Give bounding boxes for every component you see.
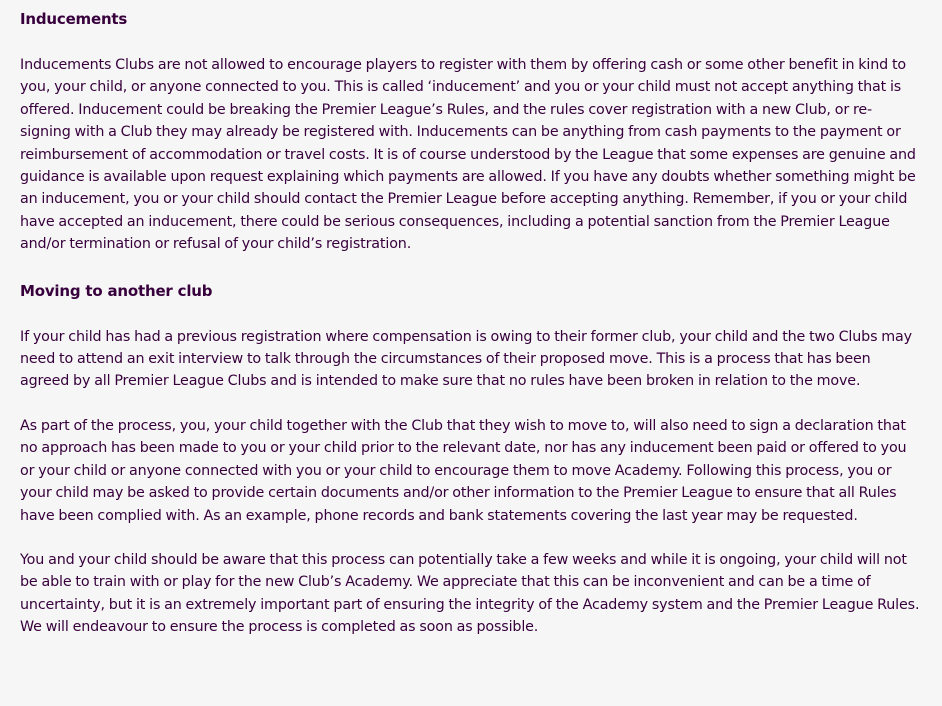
section-heading-moving-club: Moving to another club <box>20 281 213 300</box>
moving-paragraph-2: As part of the process, you, your child together with the Club that they wish to move to, will also need to sign a declaration that no approach has been made to you or your child prior to the relevant date, nor has any inducement been paid or offered to you or your child or anyone connected with you or your child to encourage them to move Academy. Following this process, you or your child may be asked to provide certain documents and/or other information to the Premier League to ensure that all Rules have been complied with. As an example, phone records and bank statements covering the last year may be requested. <box>20 417 907 524</box>
moving-paragraph-3: You and your child should be aware that this process can potentially take a few weeks and while it is ongoing, your child will not be able to train with or play for the new Club’s Academy. We appreciate that this can be inconvenient and can be a time of uncertainty, but it is an extremely important part of ensuring the integrity of the Academy system and the Premier League Rules. We will endeavour to ensure the process is completed as soon as possible. <box>20 551 920 636</box>
moving-paragraph-1: If your child has had a previous registration where compensation is owing to their former club, your child and the two Clubs may need to attend an exit interview to talk through the circumstances of their proposed move. This is a process that has been agreed by all Premier League Clubs and is intended to make sure that no rules have been broken in relation to the move. <box>20 328 912 390</box>
section-heading-inducements: Inducements <box>20 10 128 28</box>
inducements-paragraph: Inducements Clubs are not allowed to encourage players to register with them by offering cash or some other benefit in kind to you, your child, or anyone connected to you. This is called ‘inducement’ and you or your child must not accept anything that is offered. Inducement could be breaking the Premier League’s Rules, and the rules cover registration with a new Club, or re-signing with a Club they may already be registered with. Inducements can be anything from cash payments to the payment or reimbursement of accommodation or travel costs. It is of course understood by the League that some expenses are genuine and guidance is available upon request explaining which payments are allowed. If you have any doubts whether something might be an inducement, you or your child should contact the Premier League before accepting anything. Remember, if you or your child have accepted an inducement, there could be serious consequences, including a potential sanction from the Premier League and/or termination or refusal of your child’s registration. <box>20 57 916 253</box>
